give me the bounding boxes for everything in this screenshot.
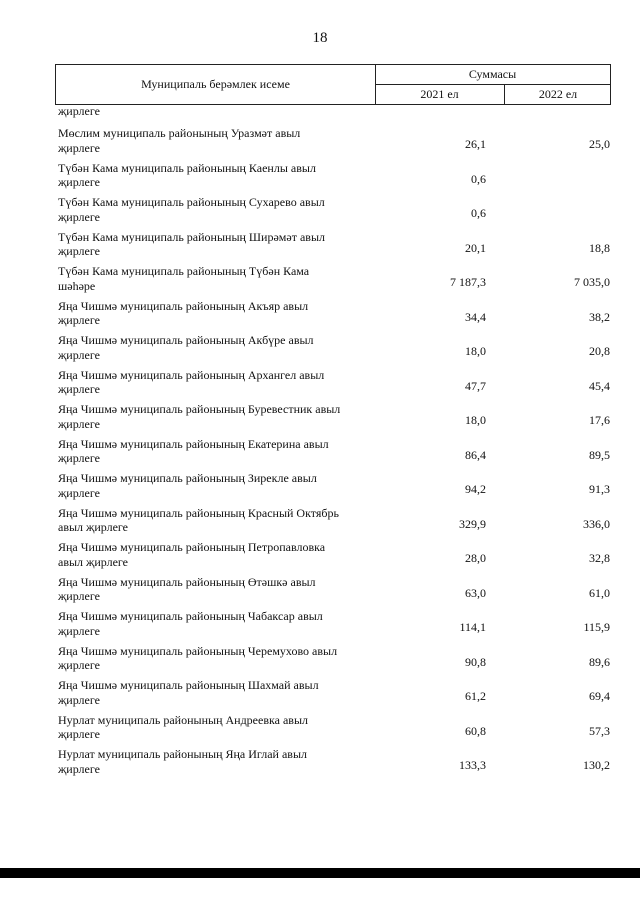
scan-bottom-border bbox=[0, 868, 640, 878]
value-2022: 17,6 bbox=[589, 413, 610, 427]
value-2021: 47,7 bbox=[465, 378, 486, 393]
table-header bbox=[55, 64, 611, 105]
municipality-name-line1: Түбән Кама муниципаль районының Каенлы авыл bbox=[58, 160, 316, 175]
municipality-name-line2: шәһәре bbox=[58, 278, 96, 293]
table-row bbox=[58, 230, 610, 265]
table-row bbox=[58, 471, 610, 506]
municipality-name-line1: Түбән Кама муниципаль районының Ширәмәт авыл bbox=[58, 229, 325, 244]
municipality-name bbox=[58, 333, 378, 362]
value-2022: 32,8 bbox=[589, 551, 610, 565]
municipality-name bbox=[58, 161, 378, 190]
municipality-name-line1: Яңа Чишмә муниципаль районының Өтәшкә авыл bbox=[58, 574, 316, 589]
municipality-name-line1: Яңа Чишмә муниципаль районының Красный Октябрь bbox=[58, 505, 339, 520]
municipality-name-line2: җирлеге bbox=[58, 761, 100, 776]
municipality-name-line2: җирлеге bbox=[58, 209, 100, 224]
value-2021: 86,4 bbox=[465, 447, 486, 462]
municipality-name-line1: Түбән Кама муниципаль районының Сухарево авыл bbox=[58, 195, 325, 209]
municipality-name bbox=[58, 540, 378, 569]
value-2021: 61,2 bbox=[465, 689, 486, 703]
table-row bbox=[58, 402, 610, 437]
value-2022: 89,5 bbox=[589, 447, 610, 462]
municipality-name bbox=[58, 678, 378, 707]
value-2021: 20,1 bbox=[465, 240, 486, 255]
municipality-name-line2: авыл җирлеге bbox=[58, 520, 129, 534]
municipality-name-line1: Яңа Чишмә муниципаль районының Акъяр авыл bbox=[58, 298, 309, 313]
table-row bbox=[58, 333, 610, 368]
municipality-name-line2: җирлеге bbox=[58, 382, 100, 396]
value-2022: 7 035,0 bbox=[574, 275, 610, 289]
table-row bbox=[58, 747, 610, 782]
municipality-name-line1: Яңа Чишмә муниципаль районының Акбүре авыл bbox=[58, 333, 314, 347]
municipality-name-line2: җирлеге bbox=[58, 313, 100, 327]
municipality-name-line1: Яңа Чишмә муниципаль районының Архангел авыл bbox=[58, 367, 325, 382]
value-2021: 94,2 bbox=[465, 482, 486, 496]
header-year-2021: 2021 ел bbox=[375, 85, 505, 104]
value-2021: 0,6 bbox=[471, 206, 486, 220]
municipality-name-line2: җирлеге bbox=[58, 658, 100, 672]
municipality-name bbox=[58, 264, 378, 293]
municipality-name bbox=[58, 126, 378, 155]
municipality-name bbox=[58, 299, 378, 328]
value-2021: 329,9 bbox=[459, 516, 486, 531]
table-row bbox=[58, 713, 610, 748]
table-row bbox=[58, 644, 610, 679]
municipality-name-line1: Нурлат муниципаль районының Андреевка авыл bbox=[58, 712, 309, 727]
municipality-name-line2: җирлеге bbox=[58, 727, 100, 741]
value-2022: 20,8 bbox=[589, 344, 610, 358]
municipality-name bbox=[58, 471, 378, 500]
municipality-name-line2: җирлеге bbox=[58, 451, 100, 465]
value-2022: 38,2 bbox=[589, 309, 610, 324]
table-row bbox=[58, 575, 610, 610]
table-row bbox=[58, 299, 610, 334]
continued-row-text: җирлеге bbox=[58, 104, 100, 118]
table-body bbox=[58, 126, 610, 782]
municipality-name bbox=[58, 747, 378, 776]
municipality-name-line2: җирлеге bbox=[58, 589, 100, 603]
header-year-2022: 2022 ел bbox=[538, 87, 578, 101]
municipality-name-line1: Мөслим муниципаль районының Уразмәт авыл bbox=[58, 126, 301, 140]
municipality-name-line2: җирлеге bbox=[58, 175, 100, 189]
value-2021: 18,0 bbox=[465, 413, 486, 427]
municipality-name-line2: җирлеге bbox=[58, 692, 100, 707]
municipality-name-line2: җирлеге bbox=[58, 140, 100, 155]
table-row bbox=[58, 195, 610, 230]
municipality-name-line1: Яңа Чишмә муниципаль районының Черемухово авыл bbox=[58, 643, 338, 658]
municipality-name bbox=[58, 609, 378, 638]
value-2021: 0,6 bbox=[471, 171, 486, 186]
table-row bbox=[58, 368, 610, 403]
municipality-name-line1: Нурлат муниципаль районының Яңа Иглай авыл bbox=[58, 747, 307, 761]
municipality-name bbox=[58, 230, 378, 259]
value-2021: 133,3 bbox=[459, 758, 486, 772]
municipality-name bbox=[58, 402, 378, 431]
municipality-name-line2: җирлеге bbox=[58, 623, 100, 638]
municipality-name bbox=[58, 713, 378, 742]
municipality-name-line1: Түбән Кама муниципаль районының Түбән Кама bbox=[58, 264, 310, 278]
municipality-name-line2: җирлеге bbox=[58, 416, 100, 431]
table-row bbox=[58, 678, 610, 713]
value-2021: 34,4 bbox=[465, 309, 486, 324]
header-sums: Суммасы bbox=[375, 65, 610, 85]
municipality-name bbox=[58, 506, 378, 535]
value-2021: 28,0 bbox=[465, 551, 486, 565]
table-row bbox=[58, 437, 610, 472]
value-2021: 18,0 bbox=[465, 344, 486, 358]
value-2021: 63,0 bbox=[465, 585, 486, 600]
table-row bbox=[58, 540, 610, 575]
page-number: 18 bbox=[312, 30, 328, 46]
table-row bbox=[58, 506, 610, 541]
municipality-name-line1: Яңа Чишмә муниципаль районының Буревестник авыл bbox=[58, 402, 341, 416]
table-row bbox=[58, 161, 610, 196]
municipality-name bbox=[58, 195, 378, 224]
value-2021: 114,1 bbox=[459, 620, 486, 634]
municipality-name bbox=[58, 644, 378, 673]
value-2021: 26,1 bbox=[465, 137, 486, 151]
value-2021: 60,8 bbox=[465, 723, 486, 738]
municipality-name-line2: авыл җирлеге bbox=[58, 554, 129, 569]
municipality-name-line1: Яңа Чишмә муниципаль районының Екатерина авыл bbox=[58, 436, 329, 451]
value-2022: 57,3 bbox=[589, 723, 610, 738]
value-2022: 336,0 bbox=[583, 516, 610, 531]
table-row bbox=[58, 264, 610, 299]
value-2022: 91,3 bbox=[589, 482, 610, 496]
municipality-name bbox=[58, 368, 378, 397]
value-2022: 89,6 bbox=[589, 654, 610, 669]
header-municipality-name: Муниципаль берәмлек исеме bbox=[56, 65, 376, 104]
municipality-name-line2: җирлеге bbox=[58, 347, 100, 362]
municipality-name-line2: җирлеге bbox=[58, 485, 100, 500]
value-2022: 18,8 bbox=[589, 240, 610, 255]
value-2022: 25,0 bbox=[589, 137, 610, 151]
value-2021: 7 187,3 bbox=[450, 275, 486, 289]
table-row bbox=[58, 609, 610, 644]
value-2022: 130,2 bbox=[583, 758, 610, 772]
table-row bbox=[58, 126, 610, 161]
value-2022: 61,0 bbox=[589, 585, 610, 600]
value-2021: 90,8 bbox=[465, 654, 486, 669]
municipality-name-line1: Яңа Чишмә муниципаль районының Петропавловка bbox=[58, 540, 326, 554]
municipality-name-line1: Яңа Чишмә муниципаль районының Чабаксар авыл bbox=[58, 609, 323, 623]
municipality-name bbox=[58, 437, 378, 466]
value-2022: 45,4 bbox=[589, 378, 610, 393]
municipality-name-line1: Яңа Чишмә муниципаль районының Зирекле авыл bbox=[58, 471, 317, 485]
value-2022: 69,4 bbox=[589, 689, 610, 703]
municipality-name-line1: Яңа Чишмә муниципаль районының Шахмай авыл bbox=[58, 678, 319, 692]
municipality-name bbox=[58, 575, 378, 604]
municipality-name-line2: җирлеге bbox=[58, 244, 100, 258]
value-2022: 115,9 bbox=[583, 620, 610, 634]
